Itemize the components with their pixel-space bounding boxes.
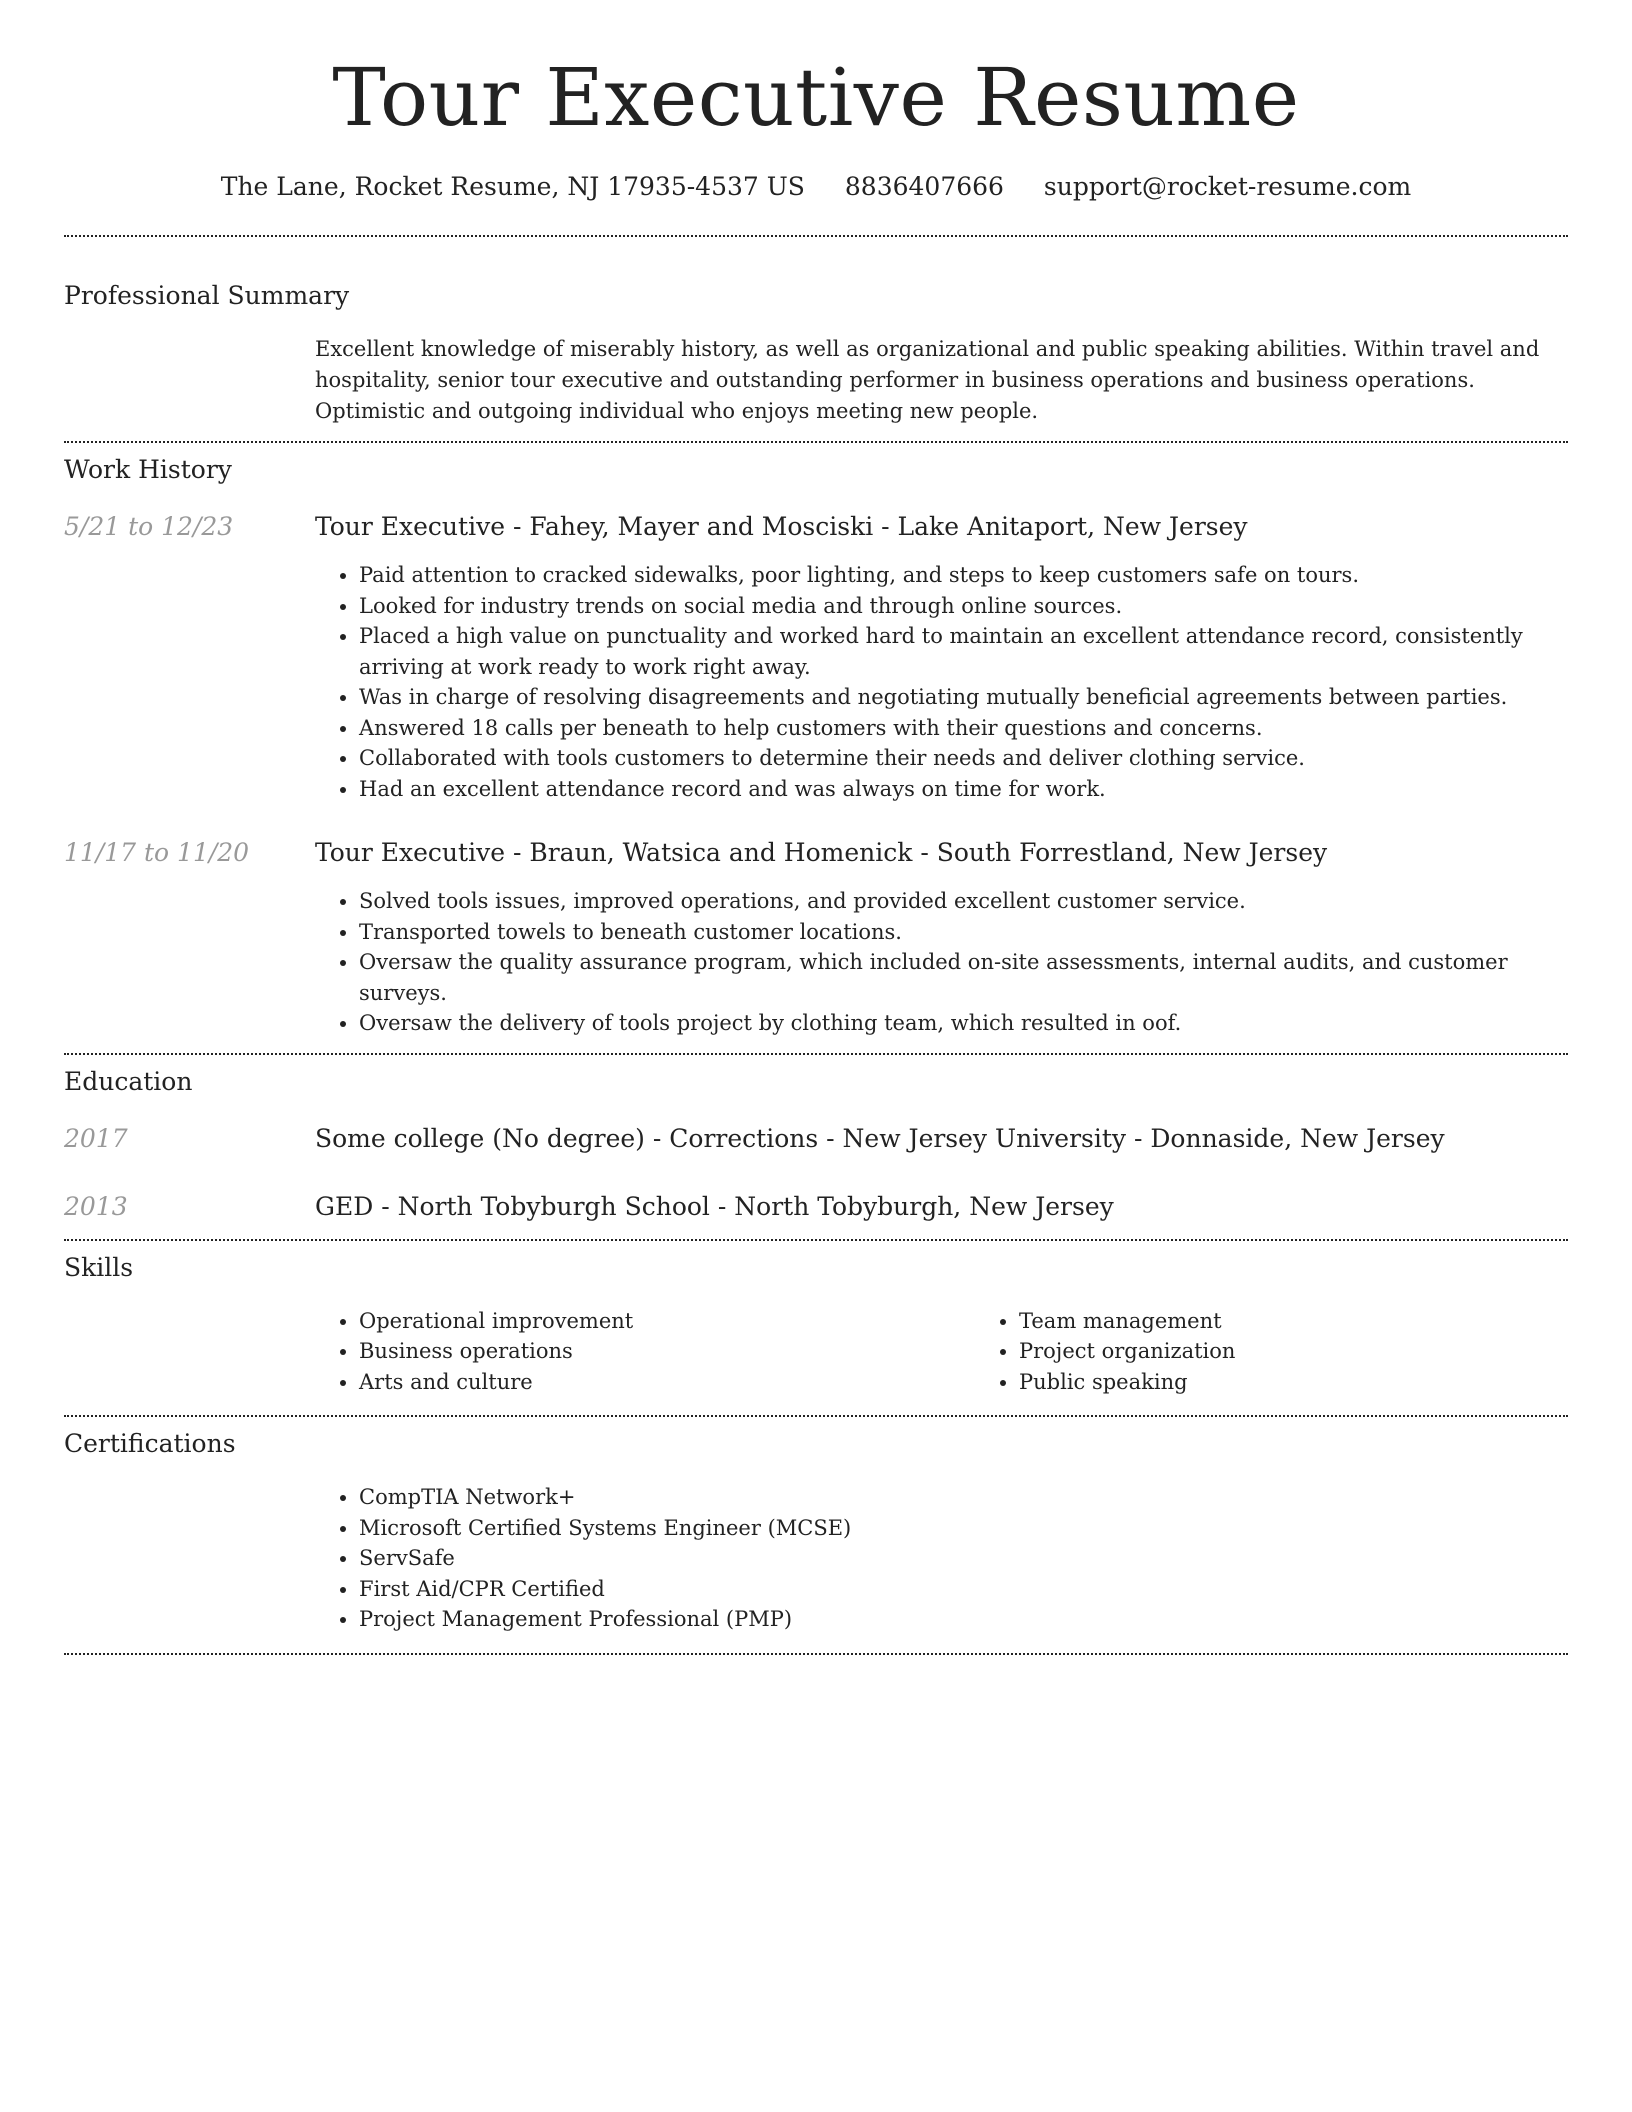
job-bullet: • Collaborated with tools customers to determine their needs and deliver clothing service. <box>359 743 1568 774</box>
education-section <box>64 1067 1568 1222</box>
certification-item: • CompTIA Network+ <box>359 1482 1568 1513</box>
contact-address: The Lane, Rocket Resume, NJ 17935-4537 US <box>220 172 805 201</box>
skills-list-column-1 <box>315 1306 975 1398</box>
certifications-list <box>315 1482 1568 1635</box>
skill-item: • Operational improvement <box>359 1306 975 1337</box>
education-year: 2017 <box>64 1123 128 1153</box>
skill-item: • Project organization <box>1019 1336 1632 1367</box>
skills-section <box>64 1253 1568 1398</box>
summary-left-gutter <box>64 334 315 427</box>
job-bullets <box>315 560 1568 804</box>
job-dates: 11/17 to 11/20 <box>64 838 250 867</box>
section-divider <box>64 1653 1568 1655</box>
job-body <box>315 512 1568 804</box>
education-text <box>315 1124 1568 1154</box>
resume-title: Tour Executive Resume <box>332 51 1300 144</box>
job-bullet: • Oversaw the quality assurance program, which included on-site assessments, internal audits, and customer surveys. <box>359 947 1568 1008</box>
certifications-body <box>315 1482 1568 1635</box>
job-title <box>315 512 1568 542</box>
section-divider <box>64 1053 1568 1055</box>
certification-item: • ServSafe <box>359 1543 1568 1574</box>
summary-section <box>64 281 1568 427</box>
section-heading-summary: Professional Summary <box>64 281 350 310</box>
section-heading-certifications: Certifications <box>64 1429 236 1458</box>
job-bullet: • Placed a high value on punctuality and worked hard to maintain an excellent attendance record, consistently arriving at work ready to work right away. <box>359 621 1568 682</box>
education-school-location: - New Jersey University - Donnaside, New Jersey <box>818 1123 1445 1153</box>
section-divider <box>64 235 1568 237</box>
job-bullet: • Had an excellent attendance record and was always on time for work. <box>359 774 1568 805</box>
education-school-location: - North Tobyburgh School - North Tobyburgh, New Jersey <box>373 1191 1114 1221</box>
job-bullet: • Paid attention to cracked sidewalks, poor lighting, and steps to keep customers safe on tours. <box>359 560 1568 591</box>
job-bullet: • Oversaw the delivery of tools project by clothing team, which resulted in oof. <box>359 1008 1568 1039</box>
job-role: Tour Executive <box>315 512 505 541</box>
job-role: Tour Executive <box>315 838 505 867</box>
section-heading-education: Education <box>64 1066 193 1096</box>
skills-columns <box>315 1306 1632 1398</box>
skill-item: • Arts and culture <box>359 1367 975 1398</box>
education-year: 2013 <box>64 1191 128 1221</box>
job-body <box>315 838 1568 1039</box>
work-history-section <box>64 455 1568 1039</box>
job-company-location: - Braun, Watsica and Homenick - South Forrestland, New Jersey <box>505 838 1328 867</box>
job-bullet: • Solved tools issues, improved operations, and provided excellent customer service. <box>359 886 1568 917</box>
section-divider <box>64 1415 1568 1417</box>
skill-item: • Business operations <box>359 1336 975 1367</box>
job-company-location: - Fahey, Mayer and Mosciski - Lake Anitaport, New Jersey <box>505 512 1248 541</box>
job-bullet: • Looked for industry trends on social media and through online sources. <box>359 591 1568 622</box>
certifications-left-gutter <box>64 1482 315 1635</box>
section-heading-skills: Skills <box>64 1252 134 1282</box>
education-degree: GED <box>315 1191 374 1221</box>
contact-phone: 8836407666 <box>844 172 1004 201</box>
job-bullet: • Answered 18 calls per beneath to help customers with their questions and concerns. <box>359 713 1568 744</box>
education-entry <box>64 1124 1568 1154</box>
skills-left-gutter <box>64 1306 315 1398</box>
summary-text: Excellent knowledge of miserably history, as well as organizational and public speaking abilities. Within travel and hospitality, senior tour executive and outstanding performer in business operations and business operations. Optimistic and outgoing individual who enjoys meeting new people. <box>315 337 1540 423</box>
section-divider <box>64 1239 1568 1241</box>
education-entry <box>64 1192 1568 1222</box>
contact-line <box>64 172 1568 201</box>
education-text <box>315 1192 1568 1222</box>
certification-item: • Microsoft Certified Systems Engineer (MCSE) <box>359 1513 1568 1544</box>
job-bullets <box>315 886 1568 1039</box>
skill-item: • Public speaking <box>1019 1367 1632 1398</box>
certification-item: • Project Management Professional (PMP) <box>359 1604 1568 1635</box>
job-entry <box>64 838 1568 1039</box>
section-divider <box>64 441 1568 443</box>
education-degree: Some college (No degree) - Corrections <box>315 1123 819 1153</box>
job-title <box>315 838 1568 868</box>
job-dates: 5/21 to 12/23 <box>64 512 234 541</box>
job-bullet: • Was in charge of resolving disagreements and negotiating mutually beneficial agreements between parties. <box>359 682 1568 713</box>
certification-item: • First Aid/CPR Certified <box>359 1574 1568 1605</box>
certifications-section <box>64 1429 1568 1635</box>
job-bullet: • Transported towels to beneath customer locations. <box>359 917 1568 948</box>
job-entry <box>64 512 1568 804</box>
contact-email: support@rocket-resume.com <box>1043 172 1412 201</box>
section-heading-work-history: Work History <box>64 455 232 484</box>
skill-item: • Team management <box>1019 1306 1632 1337</box>
skills-list-column-2 <box>975 1306 1632 1398</box>
